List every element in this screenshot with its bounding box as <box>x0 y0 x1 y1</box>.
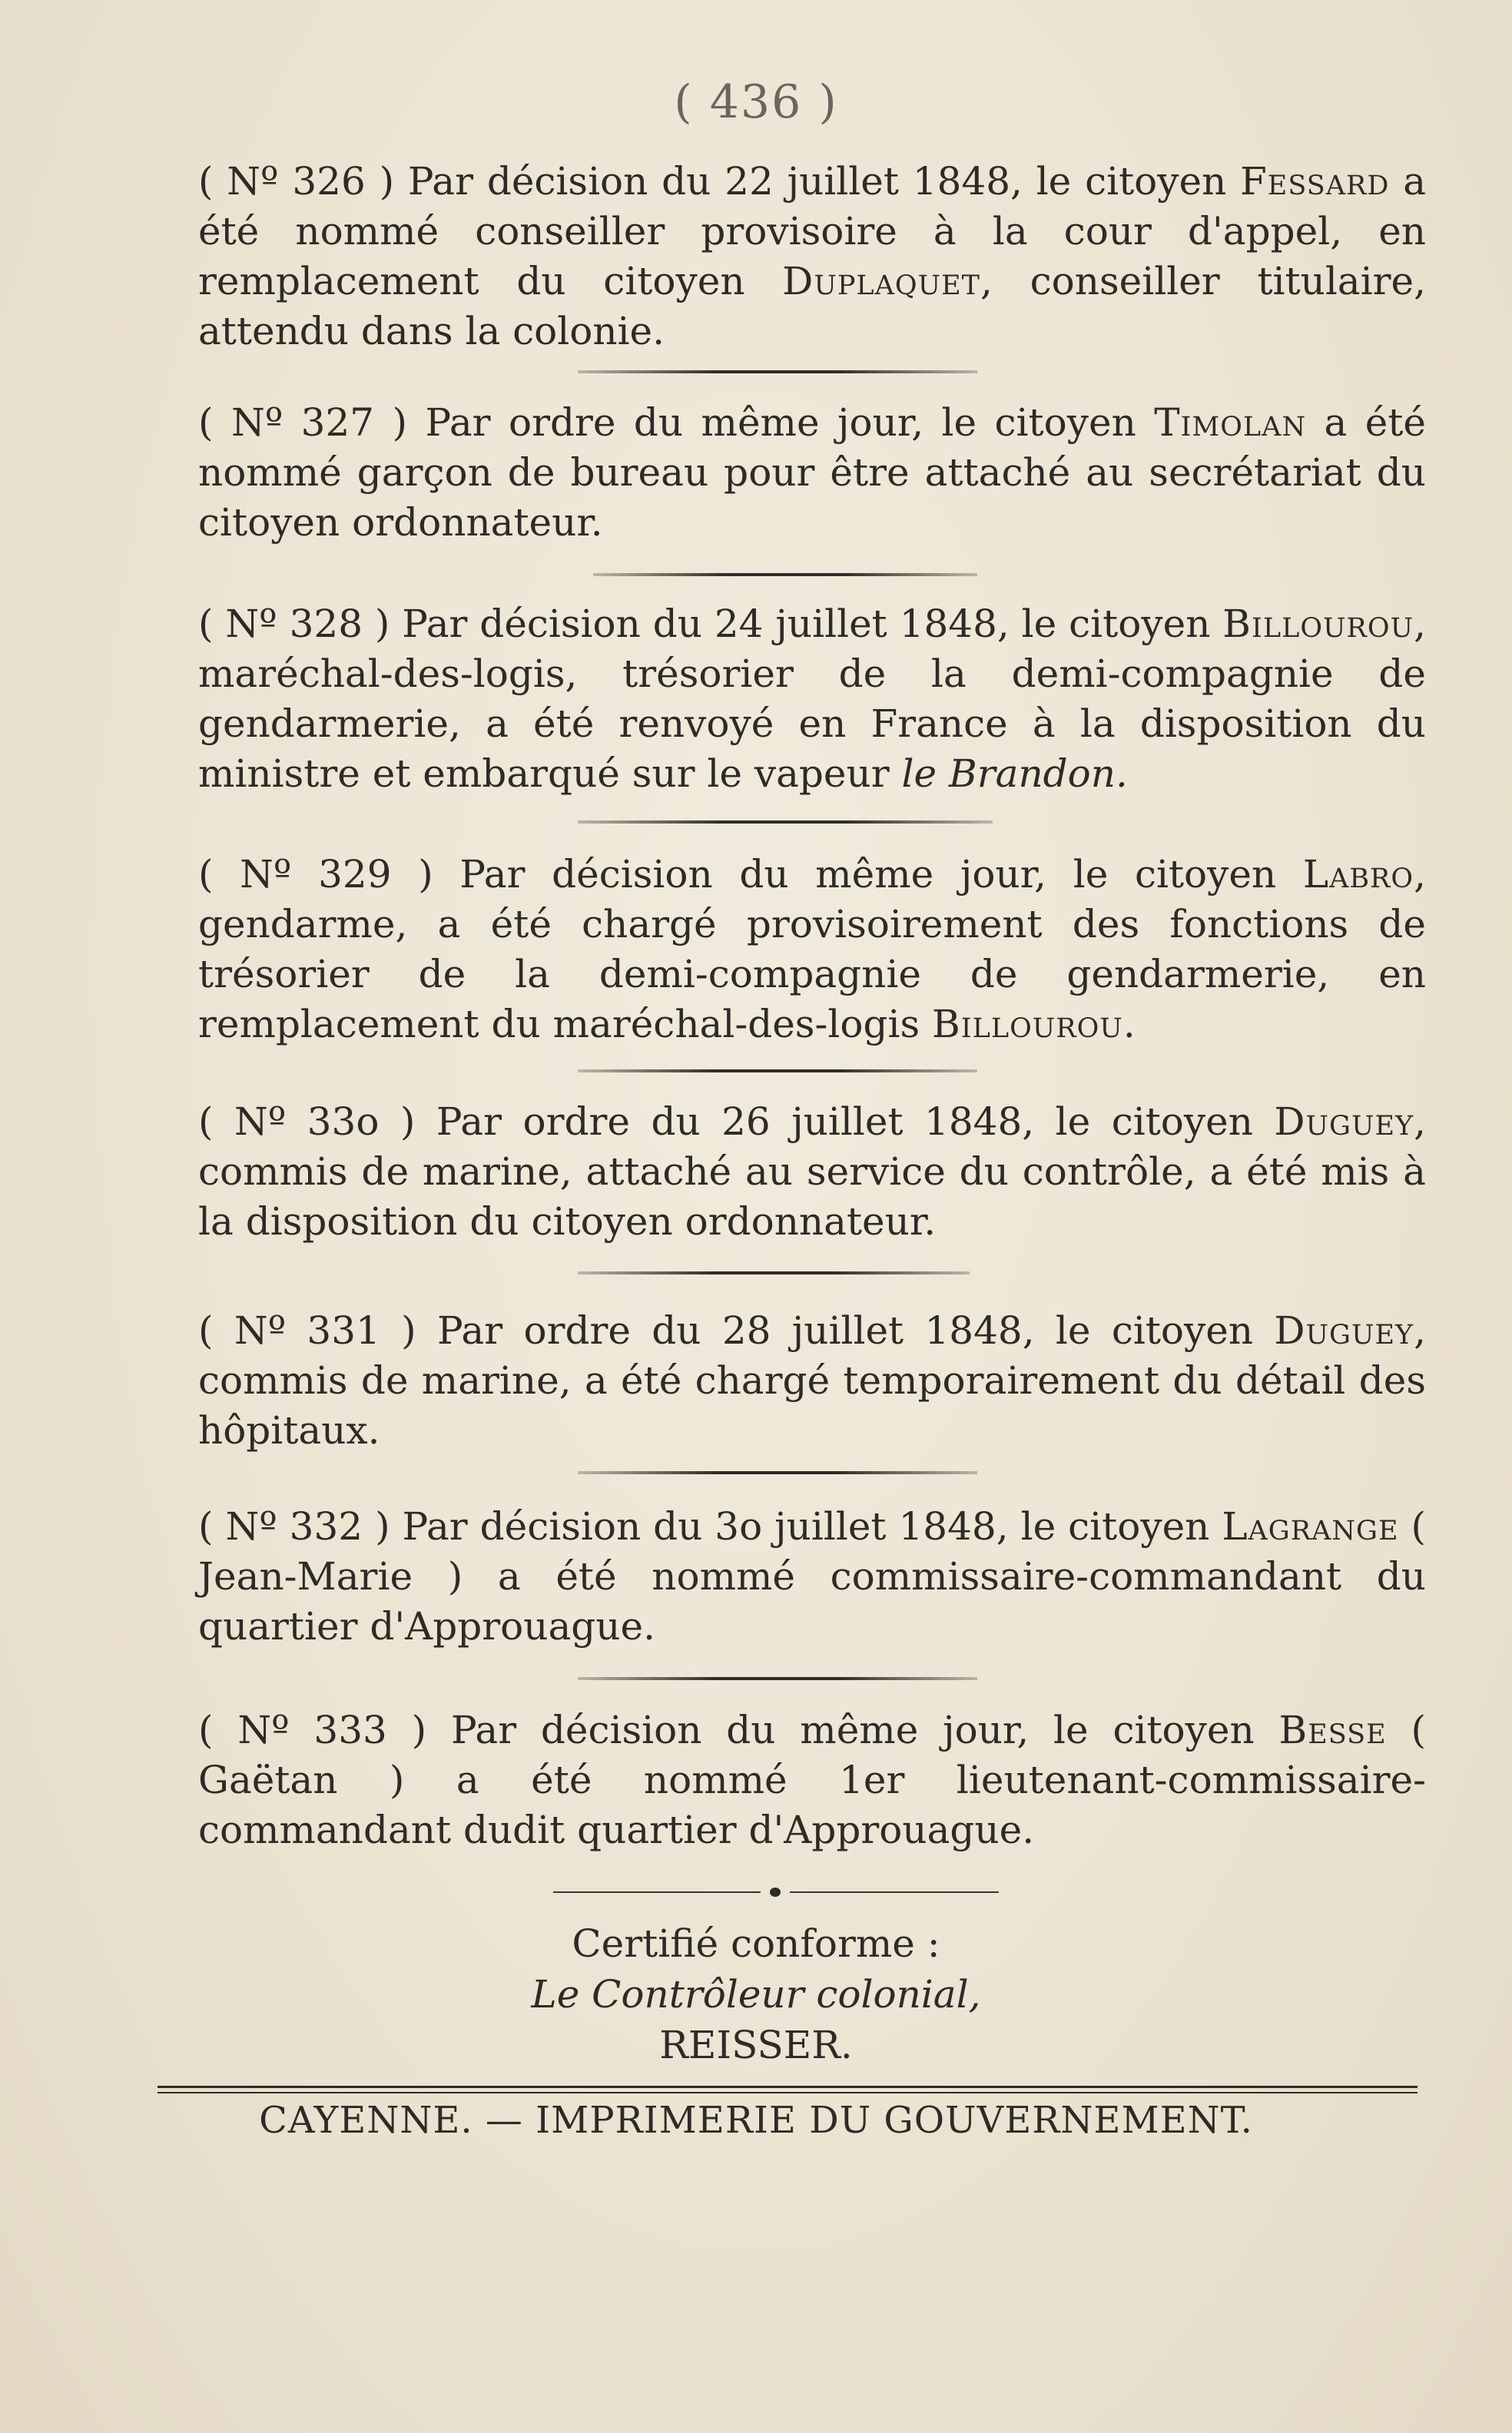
footer-rule-thin <box>158 2092 1418 2093</box>
person-name: Timolan <box>1154 400 1307 445</box>
ornament-dot-icon <box>770 1888 781 1897</box>
separator-rule <box>578 370 977 373</box>
entry-332: ( Nº 332 ) Par décision du 3o juillet 1848, le citoyen Lagrange ( Jean-Marie ) a été nommé commissaire-commandant du quartier d'Approuague. <box>198 1504 1426 1649</box>
page-number: ( 436 ) <box>674 75 838 129</box>
entry-number: ( Nº 329 ) <box>198 852 433 897</box>
person-name: Billourou <box>932 1002 1123 1046</box>
certification-line: Certifié conforme : <box>572 1921 940 1966</box>
separator-rule <box>593 573 977 576</box>
entry-330: ( Nº 33o ) Par ordre du 26 juillet 1848, le citoyen Duguey, commis de marine, attaché au service du contrôle, a été mis à la disposition du citoyen ordonnateur. <box>198 1099 1427 1244</box>
person-name: Labro <box>1302 852 1414 897</box>
entry-number: ( Nº 332 ) <box>198 1504 390 1549</box>
separator-rule <box>578 1677 977 1680</box>
printer-imprint: CAYENNE. — IMPRIMERIE DU GOUVERNEMENT. <box>259 2099 1253 2142</box>
certification-block <box>0 1918 1512 2070</box>
person-name: Duguey <box>1274 1099 1414 1144</box>
person-name: Billourou <box>1222 602 1414 646</box>
person-name: Lagrange <box>1222 1504 1399 1549</box>
entry-number: ( Nº 326 ) <box>198 159 395 204</box>
entry-number: ( Nº 33o ) <box>198 1099 416 1144</box>
entry-number: ( Nº 331 ) <box>198 1308 416 1353</box>
entry-327: ( Nº 327 ) Par ordre du même jour, le citoyen Timolan a été nommé garçon de bureau pour être attaché au secrétariat du citoyen ordonnateur. <box>198 400 1427 545</box>
entry-331: ( Nº 331 ) Par ordre du 28 juillet 1848, le citoyen Duguey, commis de marine, a été chargé temporairement du détail des hôpitaux. <box>198 1308 1427 1453</box>
entry-333: ( Nº 333 ) Par décision du même jour, le citoyen Besse ( Gaëtan ) a été nommé 1er lieutenant-commissaire-commandant dudit quartier d'Approuague. <box>198 1708 1427 1852</box>
person-name: Duplaquet <box>782 259 981 303</box>
separator-rule <box>578 1471 977 1474</box>
person-name: Besse <box>1278 1708 1387 1752</box>
separator-rule <box>578 820 993 824</box>
separator-rule <box>578 1271 970 1275</box>
person-name: Duguey <box>1274 1308 1414 1353</box>
entry-number: ( Nº 328 ) <box>198 602 390 646</box>
entry-number: ( Nº 327 ) <box>198 400 408 445</box>
entry-329: ( Nº 329 ) Par décision du même jour, le citoyen Labro, gendarme, a été chargé provisoirement des fonctions de trésorier de la demi-compagnie de gendarmerie, en remplacement du maréchal-des-logis Billourou. <box>198 852 1427 1046</box>
person-name: Fessard <box>1240 159 1390 204</box>
entry-328: ( Nº 328 ) Par décision du 24 juillet 1848, le citoyen Billourou, maréchal-des-logis, trésorier de la demi-compagnie de gendarmerie, a été renvoyé en France à la disposition du ministre et embarqué sur le vapeur le Brandon. <box>198 602 1426 796</box>
footer-rule <box>158 2086 1418 2088</box>
entry-number: ( Nº 333 ) <box>198 1708 427 1752</box>
controller-title: Le Contrôleur colonial, <box>531 1972 981 2017</box>
entry-326: ( Nº 326 ) Par décision du 22 juillet 1848, le citoyen Fessard a été nommé conseiller provisoire à la cour d'appel, en remplacement du citoyen Duplaquet, conseiller titulaire, attendu dans la colonie. <box>198 159 1426 353</box>
ornamental-rule <box>553 1888 999 1897</box>
separator-rule <box>578 1069 977 1072</box>
ship-name: le Brandon. <box>901 751 1128 796</box>
signature-name: REISSER. <box>659 2023 853 2067</box>
